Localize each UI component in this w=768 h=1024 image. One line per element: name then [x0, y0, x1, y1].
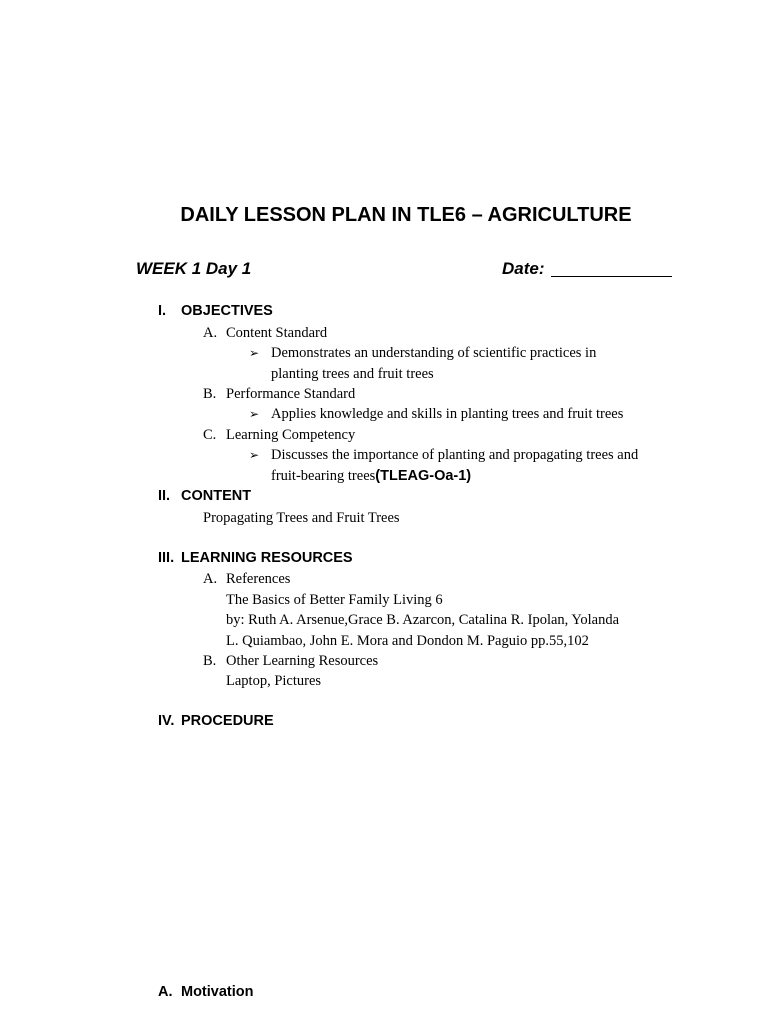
procedure-heading: PROCEDURE [181, 713, 274, 729]
learning-competency-text: fruit-bearing trees [271, 468, 376, 484]
reference-authors-line2: L. Quiambao, John E. Mora and Dondon M. Paguio pp.55,102 [226, 633, 589, 649]
procedure-numeral: IV. [158, 713, 175, 729]
page-title: DAILY LESSON PLAN IN TLE6 – AGRICULTURE [180, 204, 632, 226]
content-standard-label: Content Standard [226, 325, 328, 341]
objectives-heading: OBJECTIVES [181, 303, 273, 319]
date-blank-line [551, 260, 672, 277]
arrow-bullet-icon: ➢ [249, 407, 260, 421]
references-label: References [226, 571, 291, 587]
date-field [502, 259, 672, 279]
content-standard-text-line1: Demonstrates an understanding of scientific practices in [271, 345, 597, 361]
reference-book: The Basics of Better Family Living 6 [226, 592, 443, 608]
other-resources-text: Laptop, Pictures [226, 673, 322, 689]
content-standard-letter: A. [203, 325, 218, 341]
performance-standard-label: Performance Standard [226, 386, 356, 402]
date-label: Date: [502, 259, 545, 278]
motivation-heading: Motivation [181, 984, 254, 1000]
other-resources-label: Other Learning Resources [226, 653, 379, 669]
learning-competency-text-line1: Discusses the importance of planting and propagating trees and [271, 447, 639, 463]
content-text: Propagating Trees and Fruit Trees [203, 510, 400, 526]
performance-standard-letter: B. [203, 386, 217, 402]
learning-competency-text-line2 [271, 468, 471, 485]
content-heading: CONTENT [181, 488, 252, 504]
competency-code: (TLEAG-Oa-1) [375, 468, 472, 484]
week-label: WEEK 1 Day 1 [136, 259, 252, 278]
learning-resources-numeral: III. [158, 550, 175, 566]
references-letter: A. [203, 571, 218, 587]
learning-competency-letter: C. [203, 427, 217, 443]
other-resources-letter: B. [203, 653, 217, 669]
motivation-letter: A. [158, 984, 173, 1000]
content-numeral: II. [158, 488, 171, 504]
arrow-bullet-icon: ➢ [249, 448, 260, 462]
performance-standard-text: Applies knowledge and skills in planting trees and fruit trees [271, 406, 624, 422]
objectives-numeral: I. [158, 303, 167, 319]
learning-competency-label: Learning Competency [226, 427, 356, 443]
content-standard-text-line2: planting trees and fruit trees [271, 366, 434, 382]
arrow-bullet-icon: ➢ [249, 346, 260, 360]
learning-resources-heading: LEARNING RESOURCES [181, 550, 353, 566]
reference-authors-line1: by: Ruth A. Arsenue,Grace B. Azarcon, Catalina R. Ipolan, Yolanda [226, 612, 620, 628]
